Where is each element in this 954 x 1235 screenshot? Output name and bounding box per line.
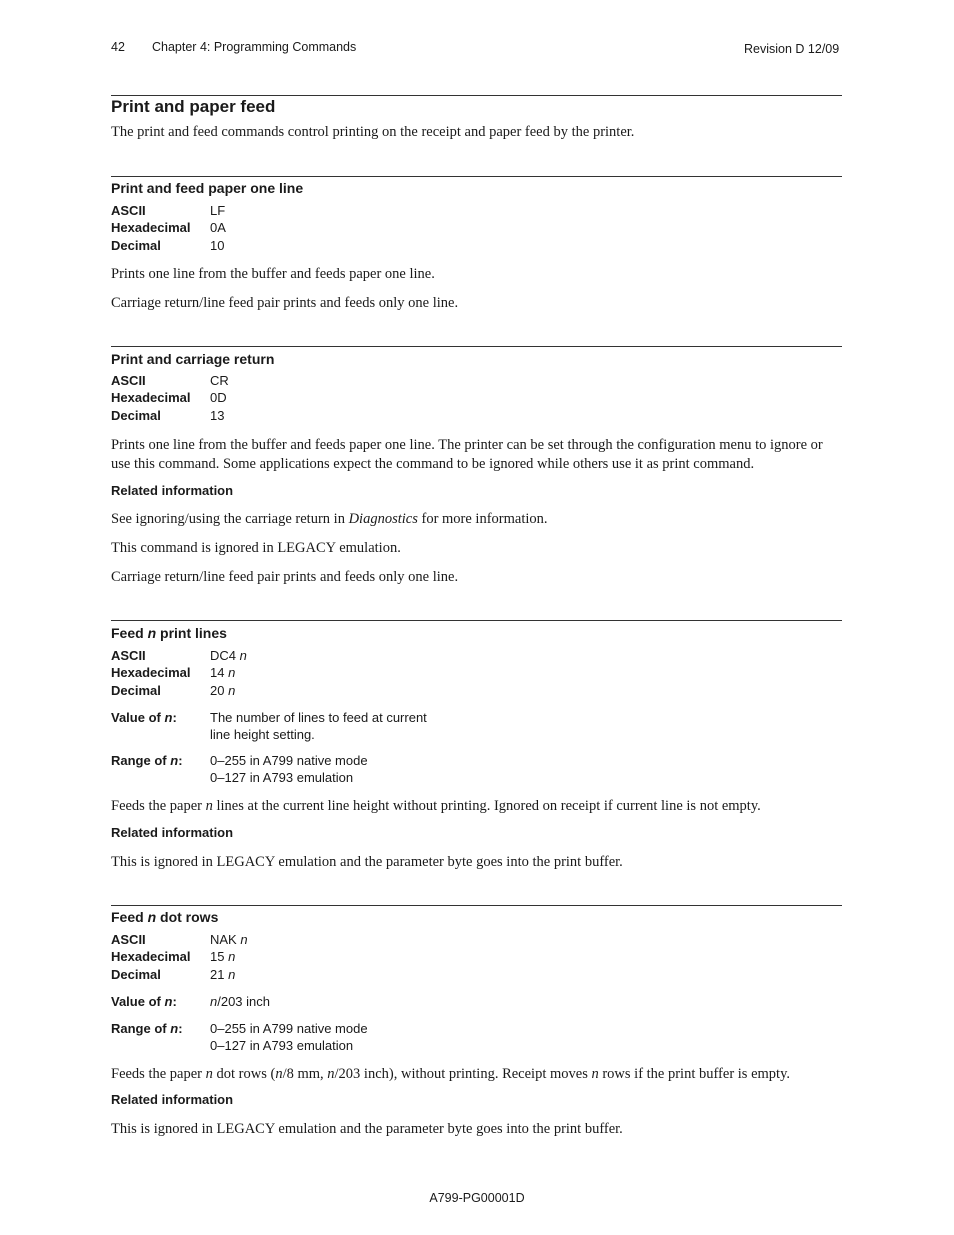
body-paragraph: [111, 1065, 843, 1084]
text-span: Feed: [111, 625, 148, 641]
page-number: 42: [111, 40, 125, 54]
text-span: lines at the current line height without printing. Ignored on receipt if current line is not empty.: [212, 798, 761, 814]
ascii-label: ASCII: [111, 373, 146, 388]
ascii-label: ASCII: [111, 932, 146, 947]
param-n: n: [327, 1066, 335, 1082]
hex-row: [111, 219, 226, 236]
param-n: n: [205, 1066, 213, 1082]
hex-row: [111, 948, 248, 965]
value-of-n: [111, 709, 427, 743]
param-n: n: [591, 1066, 599, 1082]
param-n: n: [164, 710, 173, 725]
ascii-row: [111, 372, 229, 389]
ascii-value: [210, 647, 247, 664]
command-rule: [111, 346, 842, 347]
decimal-row: [111, 682, 247, 699]
text-span: Feeds the paper: [111, 1066, 206, 1082]
related-paragraph: This is ignored in LEGACY emulation and the parameter byte goes into the print buffer.: [111, 854, 623, 870]
command-title: [111, 909, 218, 925]
range-of-text: [210, 1020, 368, 1054]
param-n: n: [228, 665, 236, 681]
command-rule: [111, 905, 842, 906]
body-paragraph: [111, 797, 843, 816]
decimal-value: [210, 682, 235, 699]
hex-value: 0A: [210, 220, 226, 236]
decimal-value: 13: [210, 407, 225, 423]
ascii-value: LF: [210, 203, 226, 218]
range-of-n: [111, 1020, 368, 1054]
text-span: See ignoring/using the carriage return in: [111, 511, 349, 527]
command-title: [111, 625, 227, 641]
value-line: line height setting.: [210, 727, 315, 742]
hex-label: Hexadecimal: [111, 220, 191, 236]
footer-doc-id: A799-PG00001D: [429, 1191, 525, 1205]
related-info-heading: Related information: [111, 1092, 234, 1107]
related-paragraph: This is ignored in LEGACY emulation and the parameter byte goes into the print buffer.: [111, 1121, 623, 1137]
hex-label: Hexadecimal: [111, 390, 191, 406]
text-span: :: [172, 710, 177, 725]
code-table: [111, 372, 229, 424]
param-n: n: [210, 994, 218, 1009]
decimal-row: [111, 966, 248, 983]
body-paragraph: Prints one line from the buffer and feeds paper one line. The printer can be set through the configuration menu to ignore or use this command. Some applications expect the command to be ignored while others use it as print command.: [111, 437, 823, 472]
range-line: 0–255 in A799 native mode: [210, 1021, 368, 1036]
text-span: 20: [210, 682, 225, 698]
ascii-row: [111, 647, 247, 664]
body-paragraph: Carriage return/line feed pair prints and feeds only one line.: [111, 295, 459, 311]
param-n: n: [228, 966, 236, 982]
hex-value: [210, 948, 235, 965]
text-span: rows if the print buffer is empty.: [598, 1066, 791, 1082]
text-span: 21: [210, 966, 225, 982]
section-title: Print and paper feed: [111, 97, 276, 116]
value-of-label: [111, 993, 210, 1010]
text-span: 14: [210, 665, 225, 681]
text-span: dot rows (: [212, 1066, 276, 1082]
ascii-value: [210, 931, 248, 948]
decimal-row: [111, 237, 226, 254]
param-n: n: [147, 909, 157, 925]
decimal-row: [111, 407, 229, 424]
range-of-label: [111, 1020, 210, 1054]
range-line: 0–255 in A799 native mode: [210, 753, 368, 768]
text-span: :: [178, 753, 183, 768]
hex-label: Hexadecimal: [111, 665, 191, 681]
param-n: n: [147, 625, 157, 641]
decimal-label: Decimal: [111, 682, 161, 698]
hex-value: [210, 664, 235, 681]
decimal-value: [210, 966, 235, 983]
hex-row: [111, 664, 247, 681]
code-table: [111, 647, 247, 699]
related-info-heading: Related information: [111, 483, 234, 498]
chapter-title: Chapter 4: Programming Commands: [152, 40, 357, 54]
range-line: 0–127 in A793 emulation: [210, 770, 354, 785]
value-of-label: [111, 709, 210, 743]
command-rule: [111, 176, 842, 177]
related-paragraph: This command is ignored in LEGACY emulation.: [111, 540, 401, 556]
param-n: n: [275, 1066, 283, 1082]
ascii-label: ASCII: [111, 648, 146, 663]
text-span: :: [178, 1021, 183, 1036]
code-table: [111, 931, 248, 983]
text-span: /8 mm,: [282, 1066, 328, 1082]
value-line: The number of lines to feed at current: [210, 710, 427, 725]
value-of-text: [210, 993, 270, 1010]
text-span: Feed: [111, 909, 148, 925]
range-of-label: [111, 752, 210, 786]
command-rule: [111, 620, 842, 621]
text-span: 15: [210, 949, 225, 965]
command-title: Print and carriage return: [111, 351, 275, 367]
text-span: :: [172, 994, 177, 1009]
text-span: /203 inch), without printing. Receipt moves: [334, 1066, 592, 1082]
value-of-n: [111, 993, 270, 1010]
value-of-text: [210, 709, 427, 743]
param-n: n: [240, 932, 248, 947]
ascii-value: CR: [210, 373, 229, 388]
text-span: Value of: [111, 710, 161, 725]
text-span: for more information.: [417, 511, 548, 527]
decimal-label: Decimal: [111, 237, 161, 253]
text-span: Value of: [111, 994, 161, 1009]
related-info-heading: Related information: [111, 825, 234, 840]
param-n: n: [164, 994, 173, 1009]
body-paragraph: Prints one line from the buffer and feeds paper one line.: [111, 266, 435, 282]
code-table: [111, 202, 226, 254]
param-n: n: [170, 753, 179, 768]
related-paragraph: Carriage return/line feed pair prints and feeds only one line.: [111, 569, 459, 585]
ascii-row: [111, 931, 248, 948]
diagnostics-reference: Diagnostics: [348, 511, 418, 527]
param-n: n: [170, 1021, 179, 1036]
text-span: NAK: [210, 932, 237, 947]
param-n: n: [228, 682, 236, 698]
text-span: Range of: [111, 1021, 167, 1036]
revision-label: Revision D 12/09: [744, 42, 840, 56]
text-span: dot rows: [156, 909, 219, 925]
decimal-label: Decimal: [111, 407, 161, 423]
command-title: Print and feed paper one line: [111, 180, 304, 196]
decimal-label: Decimal: [111, 966, 161, 982]
decimal-value: 10: [210, 237, 225, 253]
param-n: n: [239, 648, 247, 663]
text-span: print lines: [156, 625, 227, 641]
text-span: /203 inch: [217, 994, 270, 1009]
section-intro: The print and feed commands control printing on the receipt and paper feed by the printer.: [111, 124, 635, 140]
ascii-row: [111, 202, 226, 219]
text-span: Feeds the paper: [111, 798, 206, 814]
range-line: 0–127 in A793 emulation: [210, 1038, 354, 1053]
range-of-n: [111, 752, 368, 786]
related-paragraph: [111, 510, 843, 529]
text-span: DC4: [210, 648, 237, 663]
param-n: n: [205, 798, 213, 814]
param-n: n: [228, 949, 236, 965]
range-of-text: [210, 752, 368, 786]
hex-label: Hexadecimal: [111, 949, 191, 965]
section-rule: [111, 95, 842, 96]
hex-value: 0D: [210, 390, 227, 406]
hex-row: [111, 389, 229, 406]
ascii-label: ASCII: [111, 203, 146, 218]
text-span: Range of: [111, 753, 167, 768]
